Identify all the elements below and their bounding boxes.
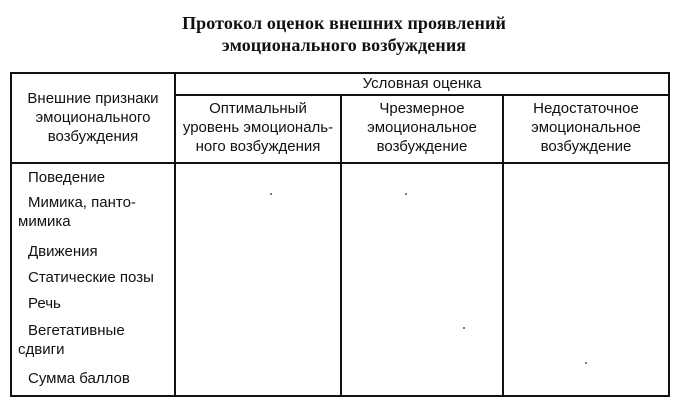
column-header-optimal [176, 99, 340, 156]
column-header-insufficient [504, 99, 668, 156]
row-header-line-3: возбуждения [47, 128, 139, 145]
scan-speck [463, 327, 465, 329]
column-header-line-2: уровень эмоциональ- [182, 119, 334, 136]
column-header-line-3: ного возбуждения [195, 138, 321, 155]
title-line-1: Протокол оценок внешних проявлений [182, 13, 506, 33]
row-label-speech: Речь [28, 295, 61, 312]
row-header-cell [12, 89, 174, 146]
row-header-line-1: Внешние признаки [27, 90, 159, 107]
group-header-divider [174, 94, 670, 96]
row-label-static-poses: Статические позы [28, 269, 154, 286]
table-border-right [668, 72, 670, 397]
row-label-line-2: мимика [18, 213, 71, 230]
scan-speck [270, 193, 272, 195]
title-line-2: эмоционального возбуждения [221, 35, 467, 55]
header-body-divider [10, 162, 670, 164]
row-label-line-2: сдвиги [18, 341, 65, 358]
column-header-excessive [342, 99, 502, 156]
column-header-line-1: Чрезмерное [379, 100, 465, 117]
row-label-mimicry [18, 193, 136, 231]
row-label-line-1: Мимика, панто- [28, 194, 136, 211]
evaluation-table [10, 72, 670, 397]
column-header-line-1: Оптимальный [209, 100, 307, 117]
column-header-line-2: эмоциональное [367, 119, 477, 136]
scan-speck [585, 362, 587, 364]
column-header-line-1: Недостаточное [533, 100, 639, 117]
page-title [0, 12, 688, 56]
group-header-cell: Условная оценка [362, 75, 482, 92]
row-label-score-sum: Сумма баллов [28, 370, 130, 387]
row-label-behavior: Поведение [28, 169, 106, 186]
row-label-line-1: Вегетативные [28, 322, 125, 339]
column-header-line-3: возбуждение [376, 138, 468, 155]
column-header-line-2: эмоциональное [531, 119, 641, 136]
row-header-line-2: эмоционального [35, 109, 151, 126]
scan-speck [405, 193, 407, 195]
row-label-movements: Движения [28, 243, 98, 260]
row-label-vegetative-shifts [18, 321, 125, 359]
column-header-line-3: возбуждение [540, 138, 632, 155]
